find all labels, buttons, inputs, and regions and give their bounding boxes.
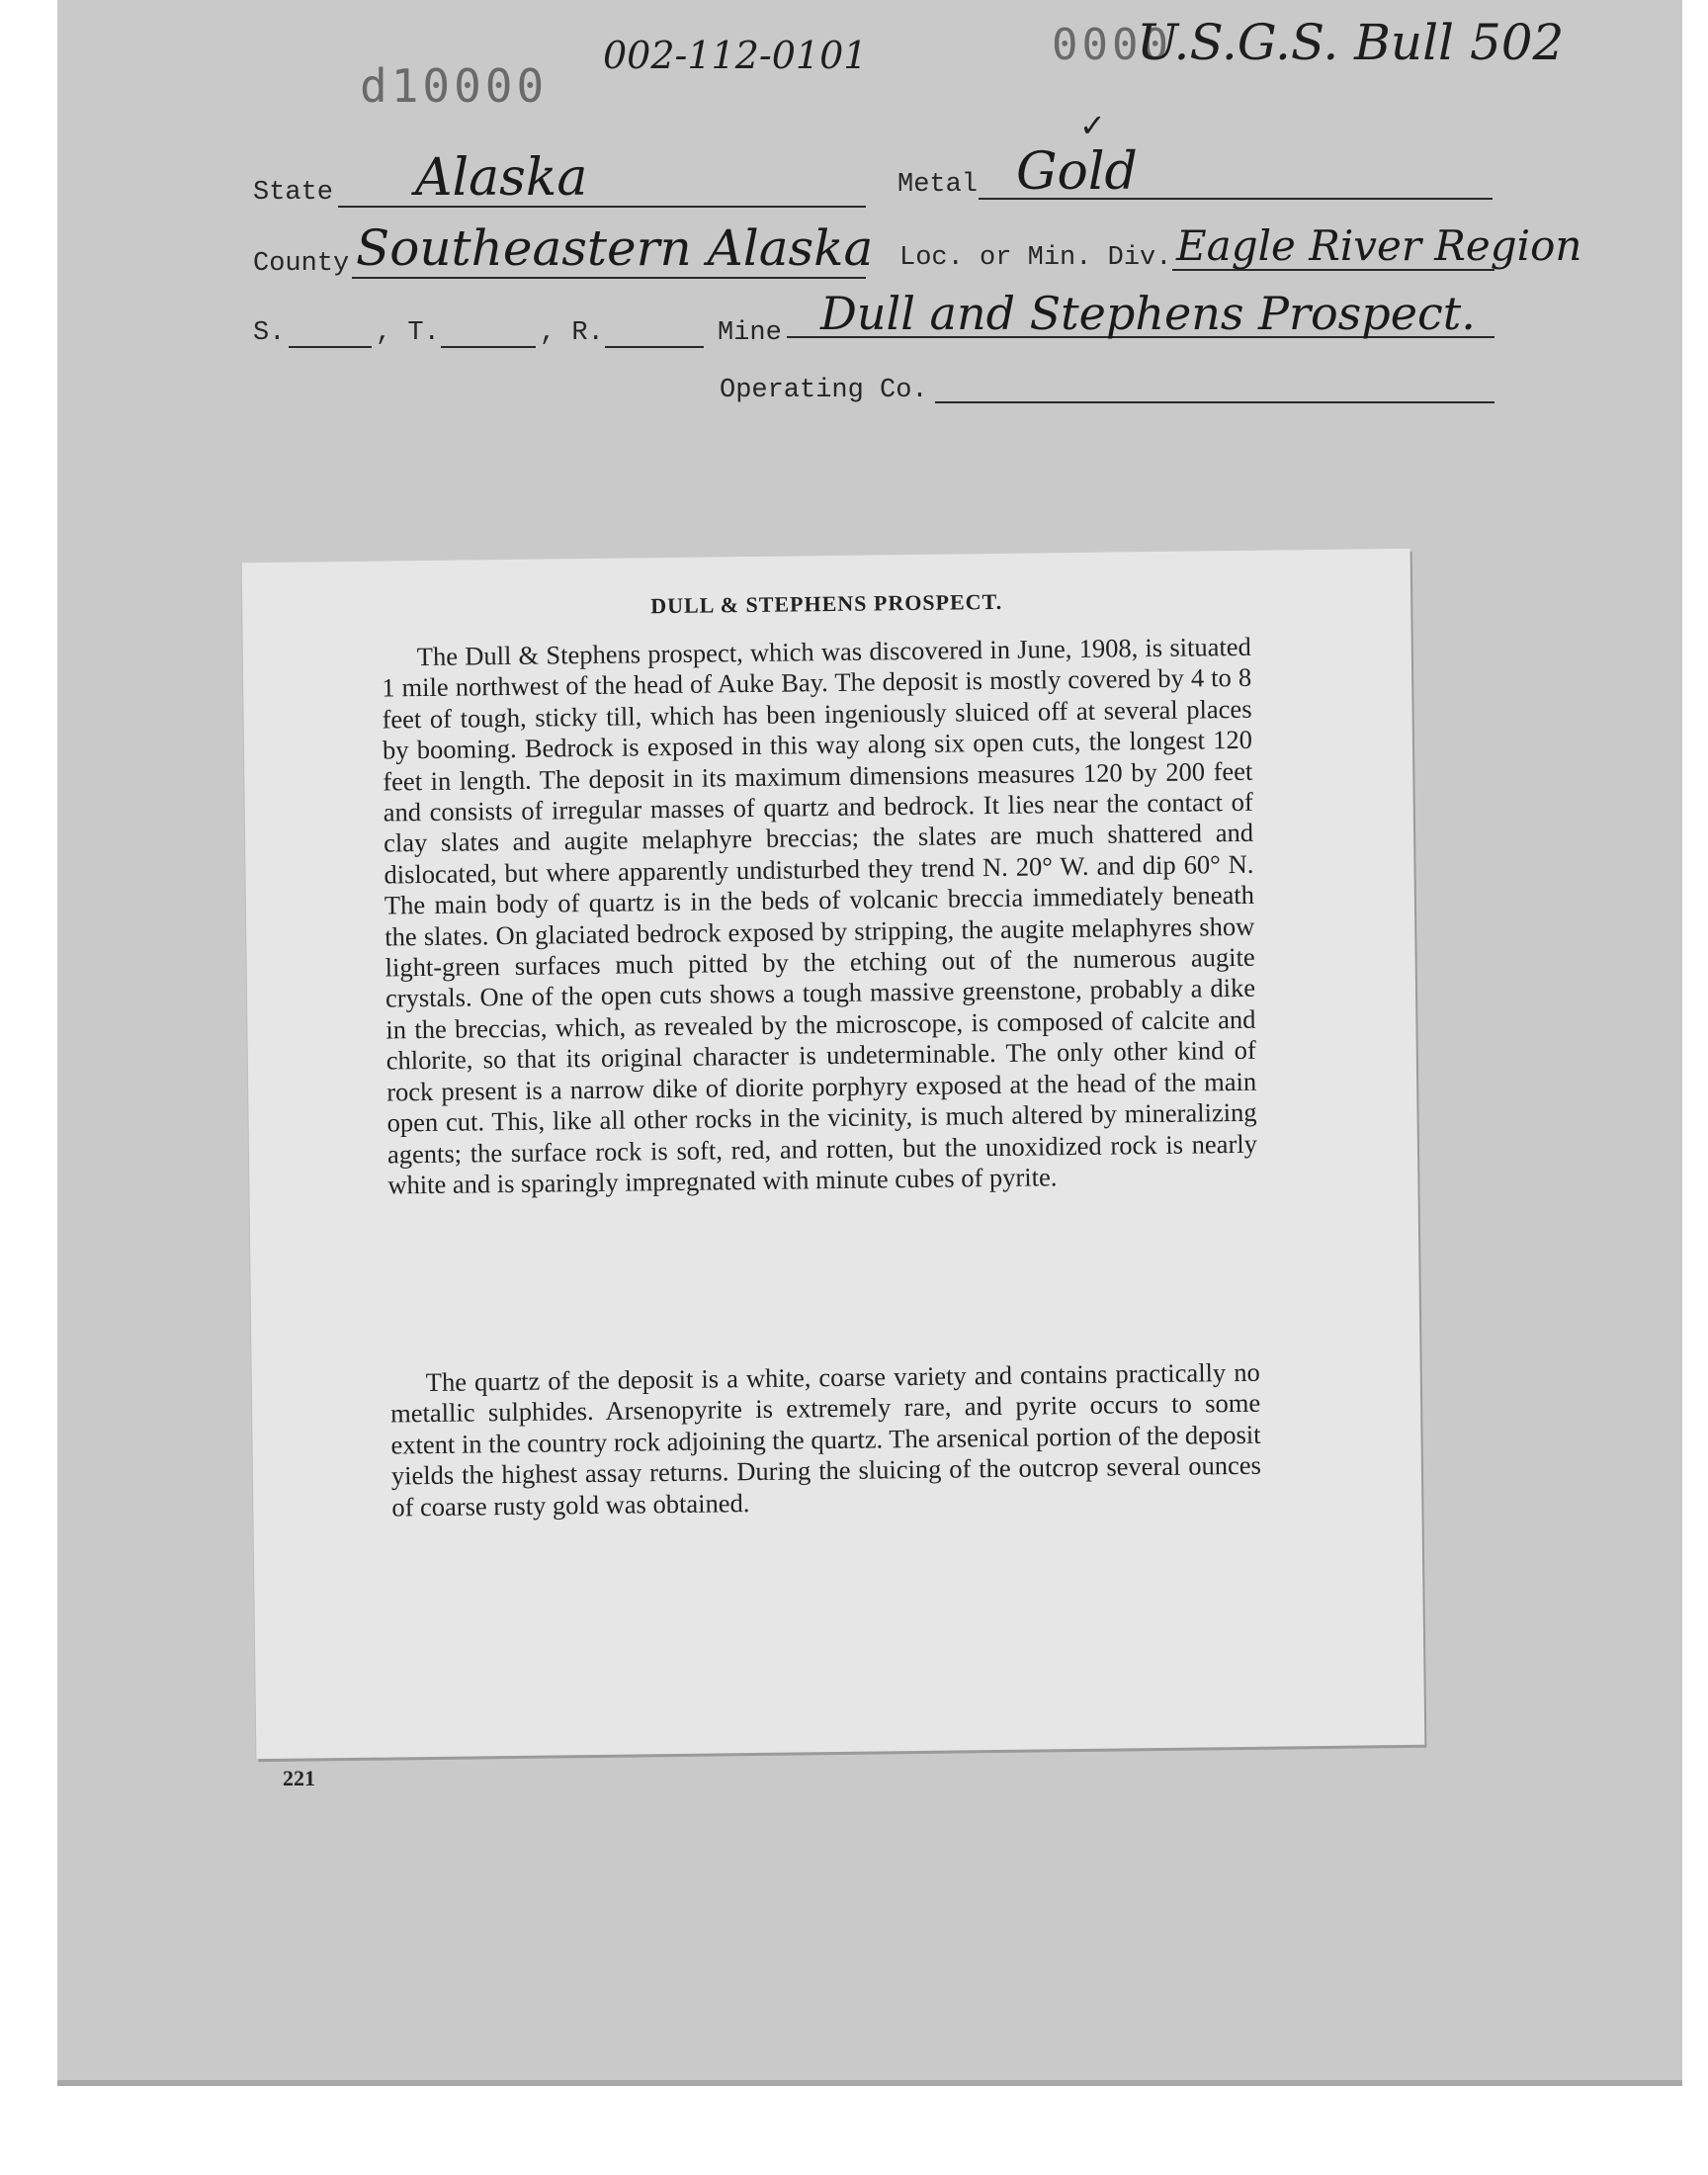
state-value: Alaska xyxy=(415,148,588,208)
county-label: County xyxy=(253,249,350,279)
metal-label: Metal xyxy=(897,170,979,200)
reference-annotation: U.S.G.S. Bull 502 xyxy=(1137,14,1565,71)
clipping-paragraph-1: The Dull & Stephens prospect, which was discovered in June, 1908, is situated 1 mile northwest of the head of Auke Bay. The deposit is mostly covered by 4 to 8 feet of tough, sticky till, which has been ingeniously sluiced off at several places by booming. Bedrock is exposed in this way along six open cuts, the longest 120 feet in length. The deposit in its maximum dimensions measures 120 by 200 feet and consists of irregular masses of quartz and bedrock. It lies near the contact of clay slates and augite melaphyre breccias; the slates are much shattered and dislocated, but where apparently undisturbed they trend N. 20° W. and dip 60° N. The main body of quartz is in the beds of volcanic breccia immediately beneath the slates. On glaciated bedrock exposed by stripping, the augite melaphyres show light-green surfaces much pitted by the etching out of the numerous augite crystals. One of the open cuts shows a tough massive greenstone, probably a dike in the breccias, which, as revealed by the microscope, is composed of calcite and chlorite, so that its original character is undeterminable. The only other kind of rock present is a narrow dike of diorite porphyry exposed at the head of the main open cut. This, like all other rocks in the vicinity, is much altered by mineralizing agents; the surface rock is soft, red, and rotten, but the unoxidized rock is nearly white and is sparingly impregnated with minute cubes of pyrite. xyxy=(382,631,1258,1200)
range-label-text: R. xyxy=(571,318,604,348)
township-line xyxy=(441,346,536,348)
range-line xyxy=(605,346,704,348)
county-line xyxy=(352,277,866,279)
township-label: , T. xyxy=(376,318,440,348)
stamp-number-left: d10000 xyxy=(360,59,549,113)
township-label-text: T. xyxy=(407,318,440,348)
range-label: , R. xyxy=(540,318,604,348)
mine-value: Dull and Stephens Prospect. xyxy=(820,287,1476,340)
division-label: Loc. or Min. Div. xyxy=(899,243,1172,273)
clipping-paragraph-2: The quartz of the deposit is a white, coarse variety and contains practically no metallic sulphides. Arsenopyrite is extremely rare, and pyrite occurs to some extent in the country rock adjoining the quartz. The arsenical portion of the deposit yields the highest assay returns. During the sluicing of the outcrop several ounces of coarse rusty gold was obtained. xyxy=(389,1356,1262,1522)
metal-value: Gold xyxy=(1016,142,1138,202)
sheet-edge xyxy=(57,2080,1682,2086)
checkmark-annotation: ✓ xyxy=(1079,107,1106,144)
section-line xyxy=(289,346,372,348)
section-label: S. xyxy=(253,318,286,348)
stamp-number-right: 0000 xyxy=(1052,20,1172,70)
state-label: State xyxy=(253,178,334,208)
division-value: Eagle River Region xyxy=(1176,221,1582,270)
printed-clipping xyxy=(242,549,1425,1759)
operating-co-label: Operating Co. xyxy=(720,376,928,405)
county-value: Southeastern Alaska xyxy=(356,219,874,277)
file-number-annotation: 002-112-0101 xyxy=(603,34,868,77)
mine-label: Mine xyxy=(718,318,782,348)
clipping-title: DULL & STEPHENS PROSPECT. xyxy=(650,588,1003,619)
page-number: 221 xyxy=(283,1766,315,1790)
operating-co-line xyxy=(935,401,1494,403)
